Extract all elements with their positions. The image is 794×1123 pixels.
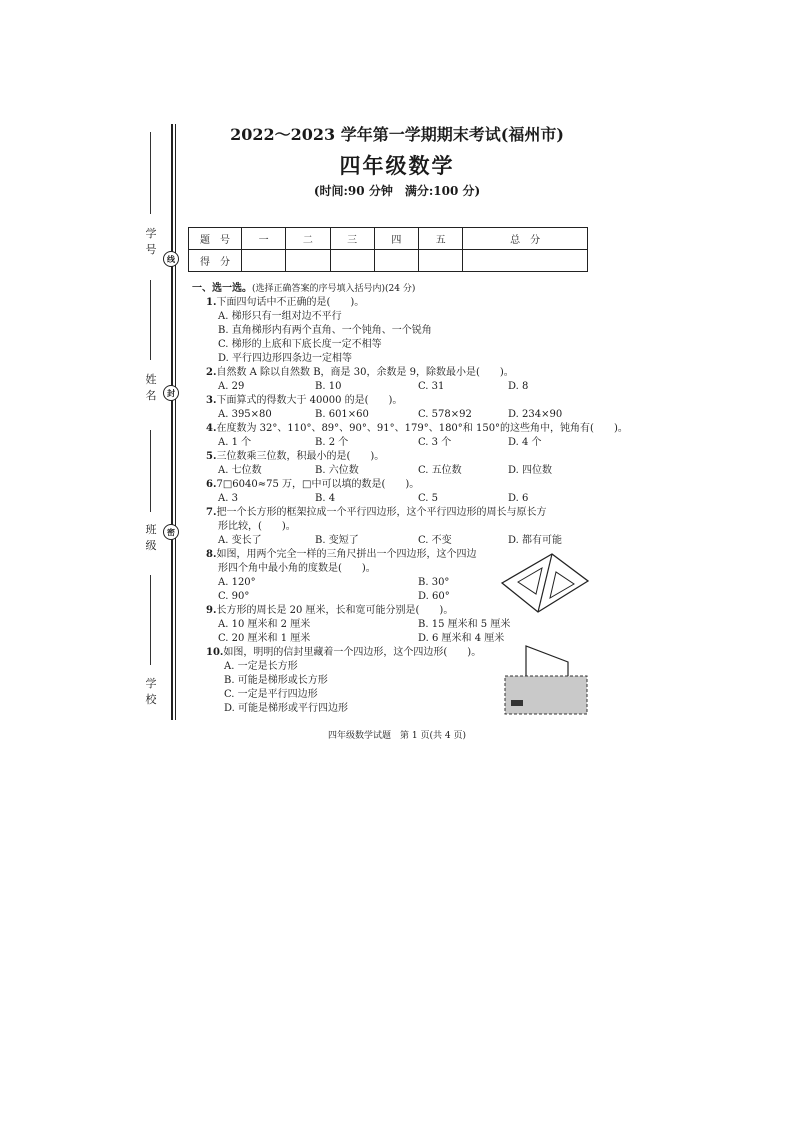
question-7-stem: 7.把一个长方形的框架拉成一个平行四边形，这个平行四边形的周长与原长方 [206, 507, 547, 518]
question-6-option-c[interactable]: C. 5 [418, 493, 439, 504]
score-input-cell[interactable] [330, 250, 374, 272]
question-5-option-c[interactable]: C. 五位数 [418, 465, 462, 476]
score-cell: 三 [330, 228, 374, 250]
question-10-option-b[interactable]: B. 可能是梯形或长方形 [224, 675, 328, 686]
score-input-cell[interactable] [374, 250, 418, 272]
question-4-stem: 4.在度数为 32°、110°、89°、90°、91°、179°、180°和 150°的这些角中，钝角有( )。 [206, 423, 628, 434]
figure-diagonal [538, 554, 552, 612]
score-table-header-row [189, 228, 588, 250]
question-3-option-a[interactable]: A. 395×80 [218, 409, 272, 420]
set-square-hole-right [550, 572, 574, 598]
hidden-quadrilateral-edges [526, 646, 568, 676]
score-cell: 四 [374, 228, 418, 250]
question-7-option-d[interactable]: D. 都有可能 [508, 535, 563, 546]
label-class: 班级 [145, 523, 157, 552]
question-3-option-b[interactable]: B. 601×60 [315, 409, 369, 420]
section-title: 一、选一选。(选择正确答案的序号填入括号内)(24 分) [192, 283, 416, 294]
question-7-option-a[interactable]: A. 变长了 [218, 535, 262, 546]
question-3-stem: 3.下面算式的得数大于 40000 的是( )。 [206, 395, 403, 406]
question-5-stem: 5.三位数乘三位数，积最小的是( )。 [206, 451, 385, 462]
question-8-stem: 8.如图，用两个完全一样的三角尺拼出一个四边形，这个四边 [206, 549, 477, 560]
question-3-option-d[interactable]: D. 234×90 [508, 409, 563, 420]
question-10-stem: 10.如图，明明的信封里藏着一个四边形，这个四边形( )。 [206, 647, 482, 658]
page-footer: 四年级数学试题 第 1 页(共 4 页) [328, 731, 466, 741]
score-input-cell[interactable] [286, 250, 330, 272]
exam-subject: 四年级数学 [339, 153, 455, 178]
question-2-stem: 2.自然数 A 除以自然数 B，商是 30，余数是 9，除数最小是( )。 [206, 367, 514, 378]
label-name: 姓名 [145, 373, 157, 402]
label-student-id: 学号 [145, 227, 157, 256]
question-9-option-d[interactable]: D. 6 厘米和 4 厘米 [418, 633, 505, 644]
question-8-stem-cont: 形四个角中最小角的度数是( )。 [218, 563, 376, 574]
binding-line-right [175, 124, 176, 720]
question-7-stem-cont: 形比较，( )。 [218, 521, 296, 532]
score-cell: 总 分 [463, 228, 588, 250]
question-8-option-c[interactable]: C. 90° [218, 591, 250, 602]
score-cell: 二 [286, 228, 330, 250]
question-4-option-b[interactable]: B. 2 个 [315, 437, 349, 448]
envelope [505, 676, 587, 714]
question-8-option-d[interactable]: D. 60° [418, 591, 450, 602]
question-6-option-d[interactable]: D. 6 [508, 493, 529, 504]
question-9-stem: 9.长方形的周长是 20 厘米，长和宽可能分别是( )。 [206, 605, 454, 616]
question-1-option-b[interactable]: B. 直角梯形内有两个直角、一个钝角、一个锐角 [218, 325, 432, 336]
question-6-stem: 6.7□6040≈75 万，□中可以填的数是( )。 [206, 479, 420, 490]
score-input-cell[interactable] [463, 250, 588, 272]
score-input-cell[interactable] [242, 250, 286, 272]
question-4-option-d[interactable]: D. 4 个 [508, 437, 542, 448]
question-4-option-a[interactable]: A. 1 个 [218, 437, 252, 448]
section-note: (选择正确答案的序号填入括号内)(24 分) [252, 284, 416, 294]
question-9-option-a[interactable]: A. 10 厘米和 2 厘米 [218, 619, 311, 630]
label-school: 学校 [145, 677, 157, 706]
question-1-option-c[interactable]: C. 梯形的上底和下底长度一定不相等 [218, 339, 382, 350]
question-6-option-a[interactable]: A. 3 [218, 493, 238, 504]
score-table-score-row [189, 250, 588, 272]
question-2-option-d[interactable]: D. 8 [508, 381, 529, 392]
question-8-option-a[interactable]: A. 120° [218, 577, 256, 588]
score-cell: 题 号 [189, 228, 242, 250]
seal-line: 线 [163, 251, 179, 267]
class-write-line [150, 430, 151, 512]
score-table [188, 227, 588, 272]
binding-line-left [171, 124, 173, 720]
question-2-option-c[interactable]: C. 31 [418, 381, 445, 392]
question-8-option-b[interactable]: B. 30° [418, 577, 450, 588]
question-6-option-b[interactable]: B. 4 [315, 493, 336, 504]
question-1-option-a[interactable]: A. 梯形只有一组对边不平行 [218, 311, 342, 322]
score-cell: 得 分 [189, 250, 242, 272]
question-5-option-d[interactable]: D. 四位数 [508, 465, 553, 476]
score-input-cell[interactable] [419, 250, 463, 272]
question-10-option-c[interactable]: C. 一定是平行四边形 [224, 689, 318, 700]
question-5-option-a[interactable]: A. 七位数 [218, 465, 262, 476]
question-1-stem: 1.下面四句话中不正确的是( )。 [206, 297, 365, 308]
exam-time-score: (时间:90 分钟 满分:100 分) [313, 184, 481, 198]
question-2-option-b[interactable]: B. 10 [315, 381, 342, 392]
question-3-option-c[interactable]: C. 578×92 [418, 409, 472, 420]
seal-secret: 密 [163, 524, 179, 540]
exam-title: 2022～2023 学年第一学期期末考试(福州市) [230, 125, 564, 144]
envelope-stamp [511, 700, 523, 706]
question-7-option-c[interactable]: C. 不变 [418, 535, 452, 546]
question-1-option-d[interactable]: D. 平行四边形四条边一定相等 [218, 353, 353, 364]
seal-seal: 封 [163, 385, 179, 401]
question-5-option-b[interactable]: B. 六位数 [315, 465, 359, 476]
question-2-option-a[interactable]: A. 29 [218, 381, 245, 392]
set-squares-figure [500, 546, 590, 618]
envelope-figure [500, 642, 592, 718]
school-write-line [150, 575, 151, 665]
name-write-line [150, 280, 151, 360]
question-9-option-c[interactable]: C. 20 厘米和 1 厘米 [218, 633, 311, 644]
question-9-option-b[interactable]: B. 15 厘米和 5 厘米 [418, 619, 511, 630]
question-4-option-c[interactable]: C. 3 个 [418, 437, 452, 448]
score-cell: 一 [242, 228, 286, 250]
id-write-line [150, 132, 151, 214]
question-7-option-b[interactable]: B. 变短了 [315, 535, 359, 546]
question-10-option-a[interactable]: A. 一定是长方形 [224, 661, 298, 672]
score-cell: 五 [419, 228, 463, 250]
question-10-option-d[interactable]: D. 可能是梯形或平行四边形 [224, 703, 349, 714]
